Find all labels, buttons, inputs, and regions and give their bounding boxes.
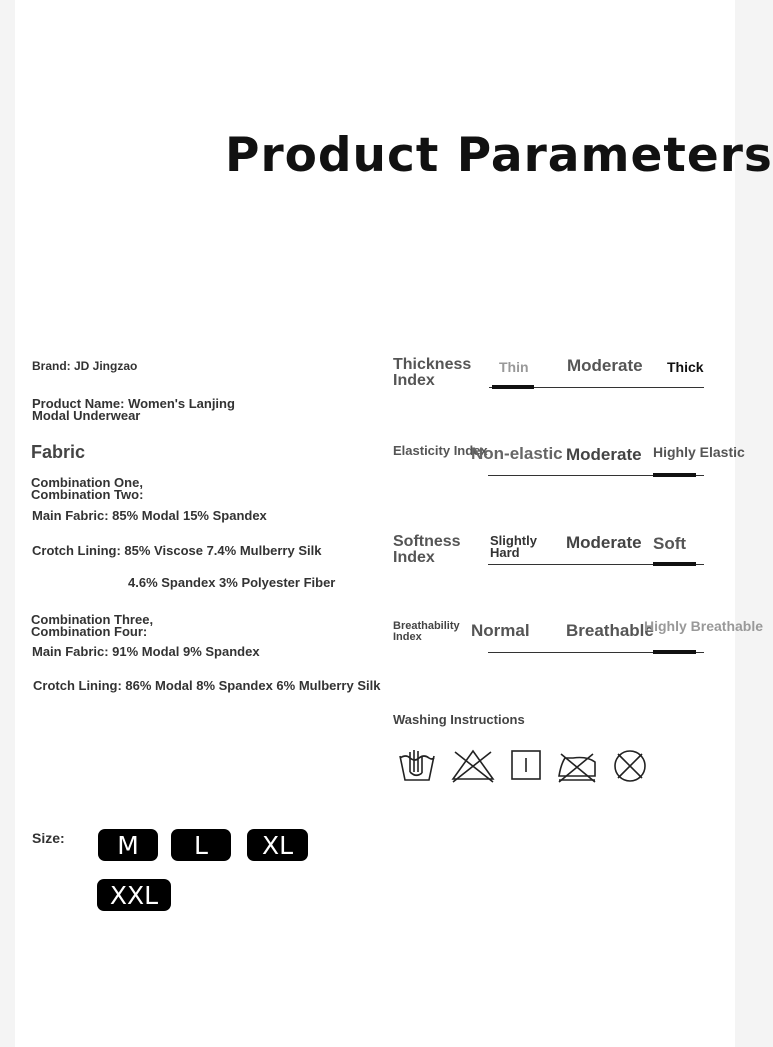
- softness-level-moderate: Moderate: [566, 533, 642, 552]
- washing-instructions-heading: Washing Instructions: [393, 712, 525, 727]
- softness-level-soft: Soft: [653, 534, 687, 553]
- combination-three-four-line2: Combination Four:: [31, 624, 148, 639]
- thickness-index-label-line2: Index: [393, 372, 435, 389]
- thickness-level-moderate: Moderate: [567, 356, 643, 375]
- product-name-line1: Product Name: Women's Lanjing: [32, 396, 235, 411]
- elasticity-level-moderate: Moderate: [566, 445, 642, 464]
- crotch-lining-a-line2: 4.6% Spandex 3% Polyester Fiber: [128, 575, 336, 590]
- breathability-index-label-line2: Index: [393, 631, 422, 643]
- main-fabric-b: Main Fabric: 91% Modal 9% Spandex: [32, 644, 260, 659]
- do-not-tumble-dry-icon: [611, 746, 649, 784]
- fabric-heading: Fabric: [31, 442, 86, 462]
- main-fabric-a: Main Fabric: 85% Modal 15% Spandex: [32, 508, 267, 523]
- combination-one-two-line2: Combination Two:: [31, 487, 144, 502]
- combination-one-two-line1: Combination One,: [31, 475, 143, 490]
- page-title: Product Parameters: [225, 128, 773, 183]
- brand-text: Brand: JD Jingzao: [32, 359, 138, 373]
- size-label: Size:: [32, 830, 65, 846]
- softness-index-label-line1: Softness: [393, 533, 461, 550]
- breathability-index-label-line1: Breathability: [393, 620, 460, 632]
- thickness-selected-marker: [492, 385, 534, 389]
- breathability-selected-marker: [653, 650, 696, 654]
- elasticity-index-label: Elasticity Index: [393, 443, 488, 458]
- do-not-iron-icon: [555, 746, 599, 784]
- softness-selected-marker: [653, 562, 696, 566]
- softness-level-slightly-hard-line2: Hard: [490, 545, 520, 560]
- thickness-level-thick: Thick: [667, 359, 704, 375]
- breathability-level-breathable: Breathable: [566, 621, 654, 640]
- line-dry-icon: [509, 746, 543, 784]
- breathability-level-normal: Normal: [471, 621, 530, 640]
- crotch-lining-b: Crotch Lining: 86% Modal 8% Spandex 6% Mulberry Silk: [33, 678, 381, 693]
- washing-icons-row: [397, 746, 649, 784]
- size-option-xxl[interactable]: XXL: [97, 879, 171, 911]
- product-name-line2: Modal Underwear: [32, 408, 141, 423]
- size-option-l[interactable]: L: [171, 829, 231, 861]
- softness-level-slightly-hard-line1: Slightly: [490, 533, 537, 548]
- product-parameters-page: [15, 0, 773, 1047]
- combination-three-four-line1: Combination Three,: [31, 612, 154, 627]
- thickness-index-label-line1: Thickness: [393, 356, 472, 373]
- do-not-bleach-icon: [449, 746, 497, 784]
- softness-index-label-line2: Index: [393, 549, 435, 566]
- thickness-level-thin: Thin: [499, 359, 529, 375]
- elasticity-level-highly-elastic: Highly Elastic: [653, 444, 745, 460]
- elasticity-selected-marker: [653, 473, 696, 477]
- breathability-level-highly-breathable: Highly Breathable: [644, 618, 764, 634]
- crotch-lining-a-line1: Crotch Lining: 85% Viscose 7.4% Mulberry Silk: [32, 543, 322, 558]
- hand-wash-icon: [397, 746, 437, 784]
- size-option-xl[interactable]: XL: [247, 829, 308, 861]
- size-option-m[interactable]: M: [98, 829, 158, 861]
- elasticity-level-non-elastic: Non-elastic: [471, 444, 563, 463]
